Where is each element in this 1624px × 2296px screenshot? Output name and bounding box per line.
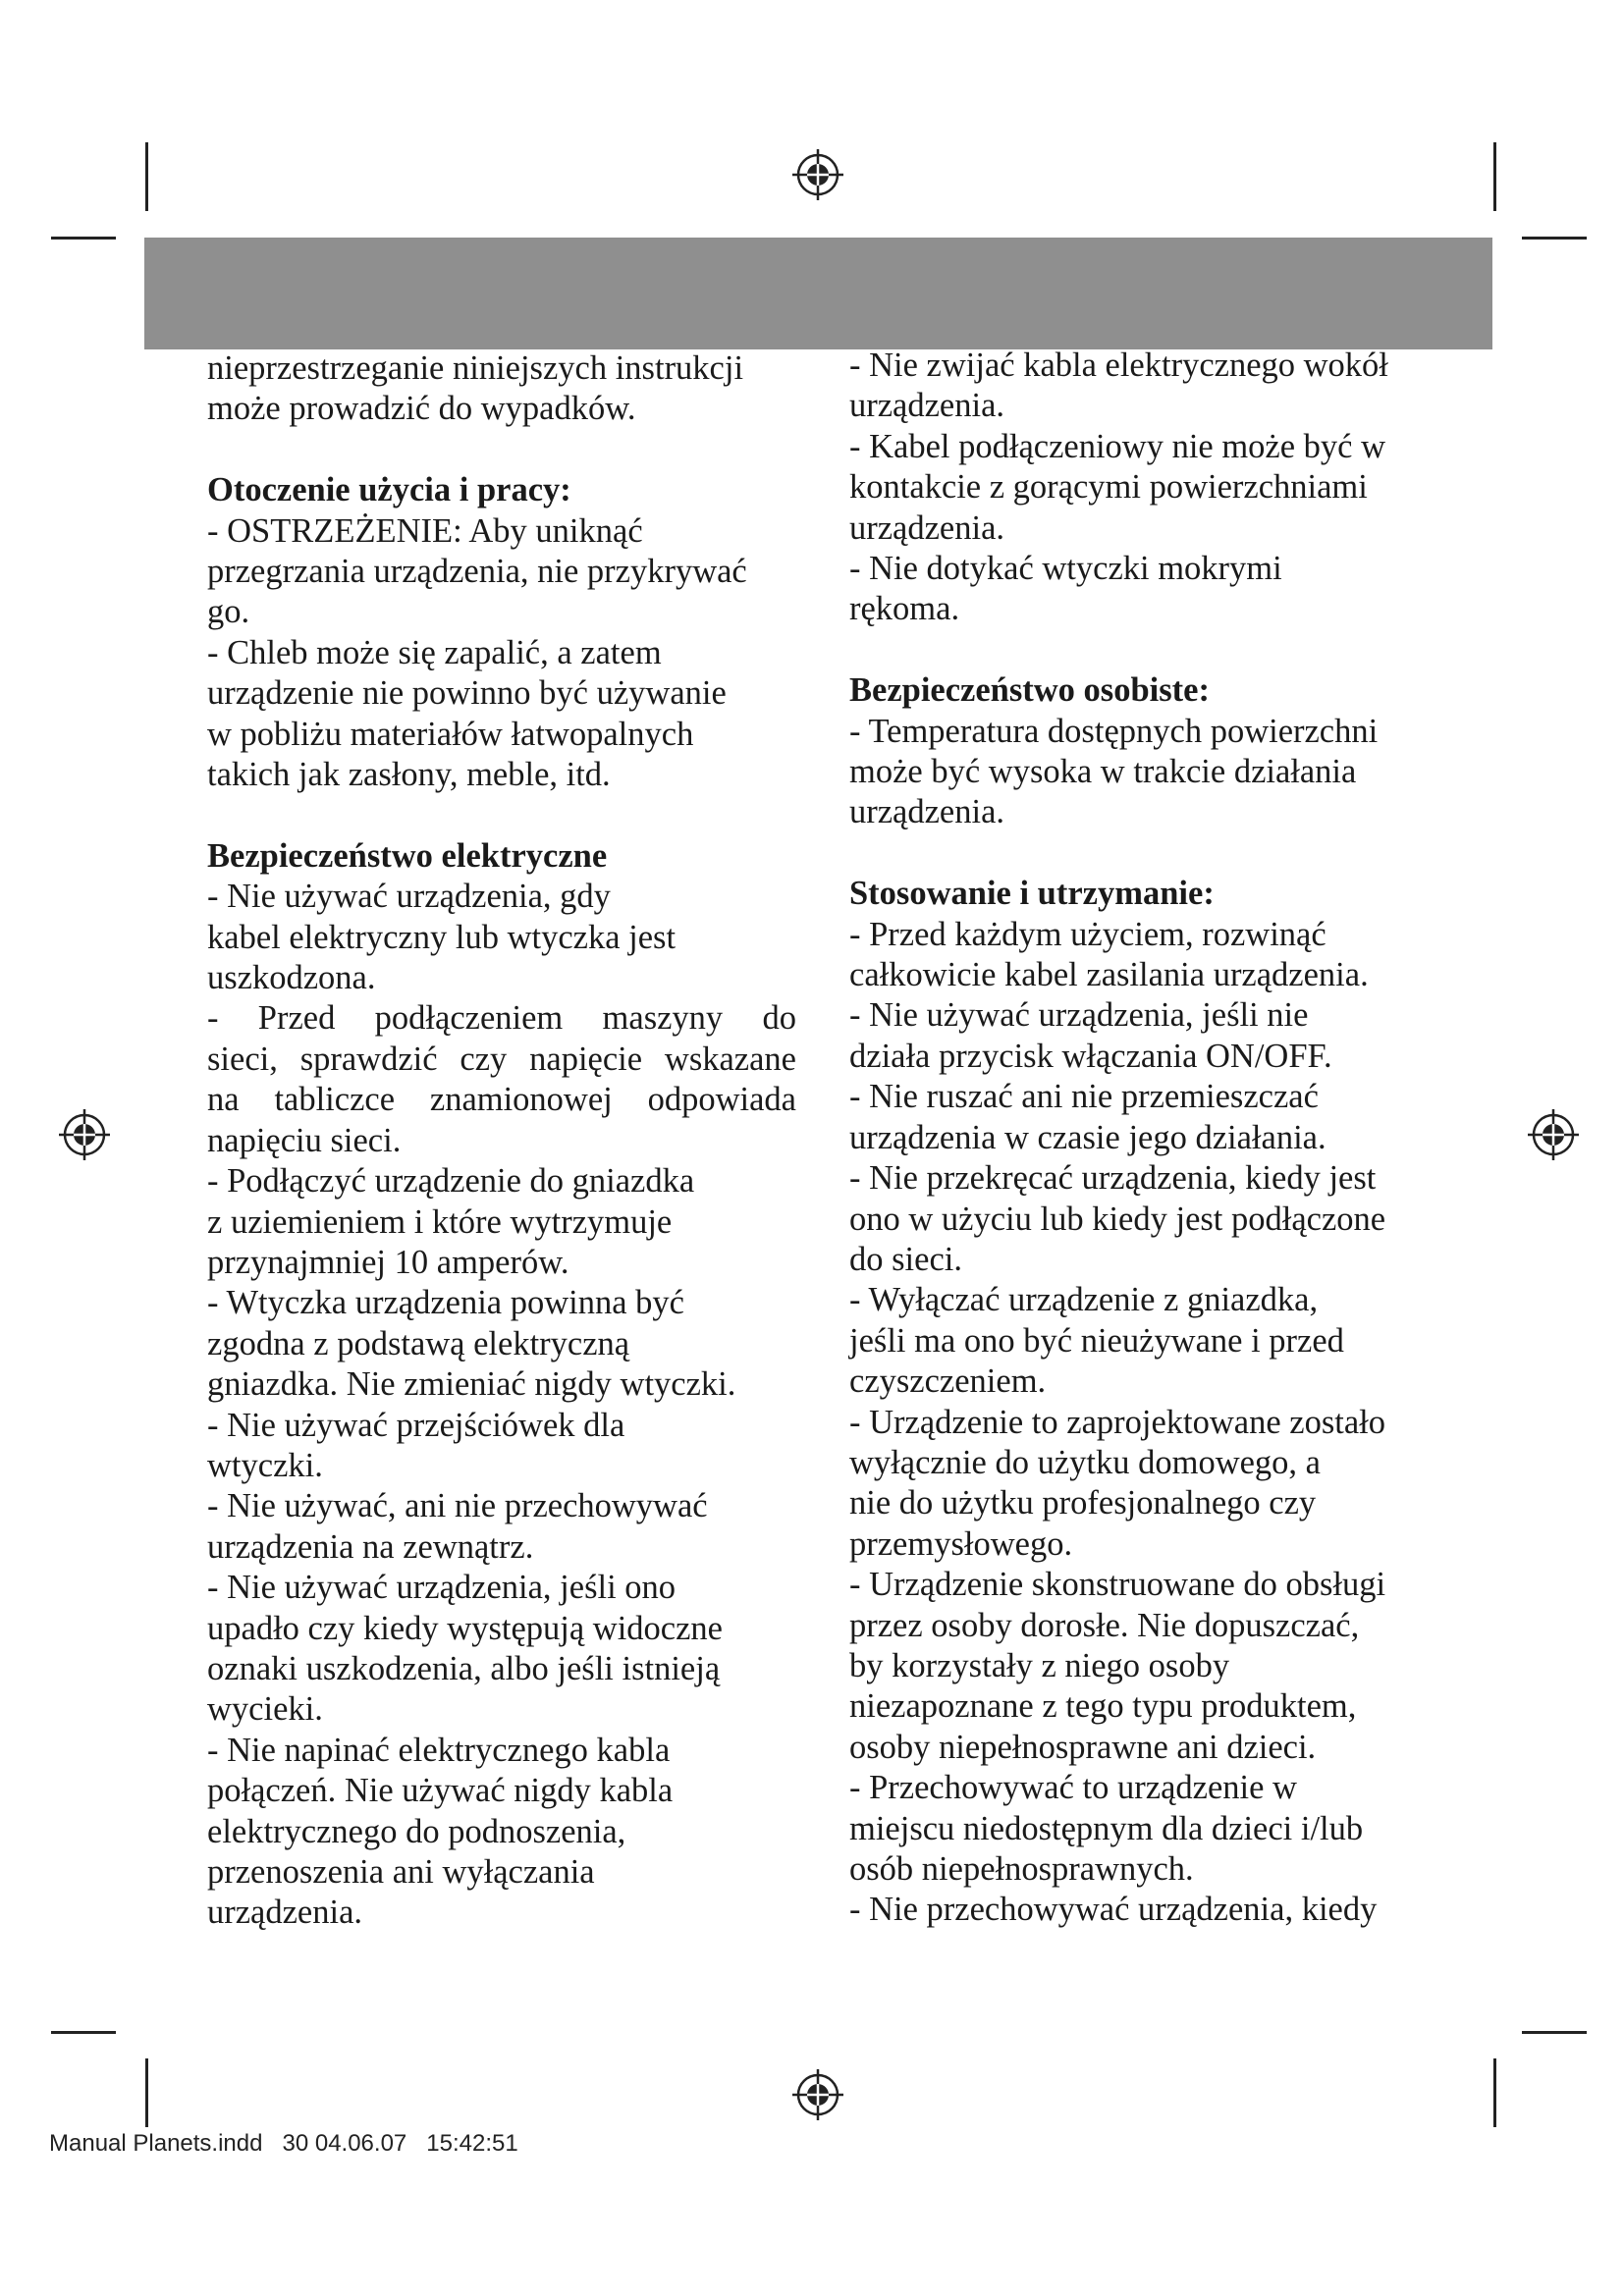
list-item: - Nie dotykać wtyczki mokrymi rękoma. <box>849 550 1282 628</box>
registration-mark-bottom-icon <box>792 2069 843 2120</box>
list-item-justified <box>207 998 796 1161</box>
crop-mark-bottom-right-horizontal <box>1522 2031 1587 2034</box>
list-item: - Przed każdym użyciem, rozwinąć całkowicie kabel zasilania urządzenia. <box>849 915 1369 994</box>
list-item: - Kabel podłączeniowy nie może być w kontakcie z gorącymi powierzchniami urządzenia. <box>849 427 1386 547</box>
list-item: - Podłączyć urządzenie do gniazdka z uziemieniem i które wytrzymuje przynajmniej 10 amperów. <box>207 1162 695 1281</box>
list-item: - Nie używać, ani nie przechowywać urządzenia na zewnątrz. <box>207 1487 708 1566</box>
crop-mark-top-left-horizontal <box>51 237 116 240</box>
list-item: - Urządzenie to zaprojektowane zostało wyłącznie do użytku domowego, a nie do użytku profesjonalnego czy przemysłowego. <box>849 1403 1385 1563</box>
registration-mark-right-icon <box>1528 1109 1579 1160</box>
list-item: - Nie zwijać kabla elektrycznego wokół urządzenia. <box>849 347 1388 425</box>
list-item: - Nie przekręcać urządzenia, kiedy jest ono w użyciu lub kiedy jest podłączone do sieci. <box>849 1159 1386 1278</box>
list-item-line: - Przed podłączeniem maszyny do <box>207 999 796 1038</box>
section-heading-personal-safety: Bezpieczeństwo osobiste: <box>849 671 1210 710</box>
list-item: - Wyłączać urządzenie z gniazdka, jeśli ma ono być nieużywane i przed czyszczeniem. <box>849 1281 1344 1401</box>
crop-mark-bottom-left-horizontal <box>51 2031 116 2034</box>
list-item: - Nie używać przejściówek dla wtyczki. <box>207 1406 625 1484</box>
left-column <box>207 348 796 1934</box>
list-item: - Nie ruszać ani nie przemieszczać urządzenia w czasie jego działania. <box>849 1078 1326 1156</box>
registration-mark-top-icon <box>792 149 843 200</box>
crop-mark-bottom-left-vertical <box>145 2058 148 2127</box>
list-item: - Wtyczka urządzenia powinna być zgodna z podstawą elektryczną gniazdka. Nie zmieniać nigdy wtyczki. <box>207 1284 736 1404</box>
list-item: - Temperatura dostępnych powierzchni może być wysoka w trakcie działania urządzenia. <box>849 712 1379 831</box>
list-item: - Nie używać urządzenia, jeśli ono upadło czy kiedy występują widoczne oznaki uszkodzenia, albo jeśli istnieją wycieki. <box>207 1569 723 1729</box>
section-heading-electrical-safety: Bezpieczeństwo elektryczne <box>207 836 608 875</box>
list-item-line: sieci, sprawdzić czy napięcie wskazane <box>207 1040 796 1078</box>
section-heading-use-and-maintenance: Stosowanie i utrzymanie: <box>849 875 1215 913</box>
crop-mark-bottom-right-vertical <box>1493 2058 1496 2127</box>
left-intro-text: nieprzestrzeganie niniejszych instrukcji może prowadzić do wypadków. <box>207 349 744 428</box>
list-item: - Nie używać urządzenia, gdy kabel elektryczny lub wtyczka jest uszkodzona. <box>207 878 677 997</box>
list-item-line: napięciu sieci. <box>207 1121 402 1159</box>
list-item: - Urządzenie skonstruowane do obsługi przez osoby dorosłe. Nie dopuszczać, by korzystały z niego osoby niezapoznane z tego typu produktem, osoby niepełnosprawne ani dzieci. <box>849 1566 1386 1766</box>
list-item: - Przechowywać to urządzenie w miejscu niedostępnym dla dzieci i/lub osób niepełnosprawnych. <box>849 1769 1364 1888</box>
right-column <box>849 346 1438 1931</box>
list-item: - OSTRZEŻENIE: Aby uniknąć przegrzania urządzenia, nie przykrywać go. <box>207 511 747 631</box>
list-item-line: na tabliczce znamionowej odpowiada <box>207 1081 796 1119</box>
crop-mark-top-right-horizontal <box>1522 237 1587 240</box>
list-item: - Nie napinać elektrycznego kabla połączeń. Nie używać nigdy kabla elektrycznego do podnoszenia, przenoszenia ani wyłączania urządzenia. <box>207 1731 674 1932</box>
crop-mark-top-left-vertical <box>145 142 148 211</box>
list-item: - Nie przechowywać urządzenia, kiedy <box>849 1891 1378 1929</box>
list-item: - Chleb może się zapalić, a zatem urządzenie nie powinno być używanie w pobliżu materiałów łatwopalnych takich jak zasłony, meble, itd. <box>207 633 727 794</box>
header-band <box>144 238 1492 349</box>
crop-mark-top-right-vertical <box>1493 142 1496 211</box>
print-slug: Manual Planets.indd 30 04.06.07 15:42:51 <box>49 2130 518 2157</box>
list-item: - Nie używać urządzenia, jeśli nie działa przycisk włączania ON/OFF. <box>849 996 1332 1075</box>
section-heading-usage-environment: Otoczenie użycia i pracy: <box>207 471 571 509</box>
registration-mark-left-icon <box>59 1109 110 1160</box>
